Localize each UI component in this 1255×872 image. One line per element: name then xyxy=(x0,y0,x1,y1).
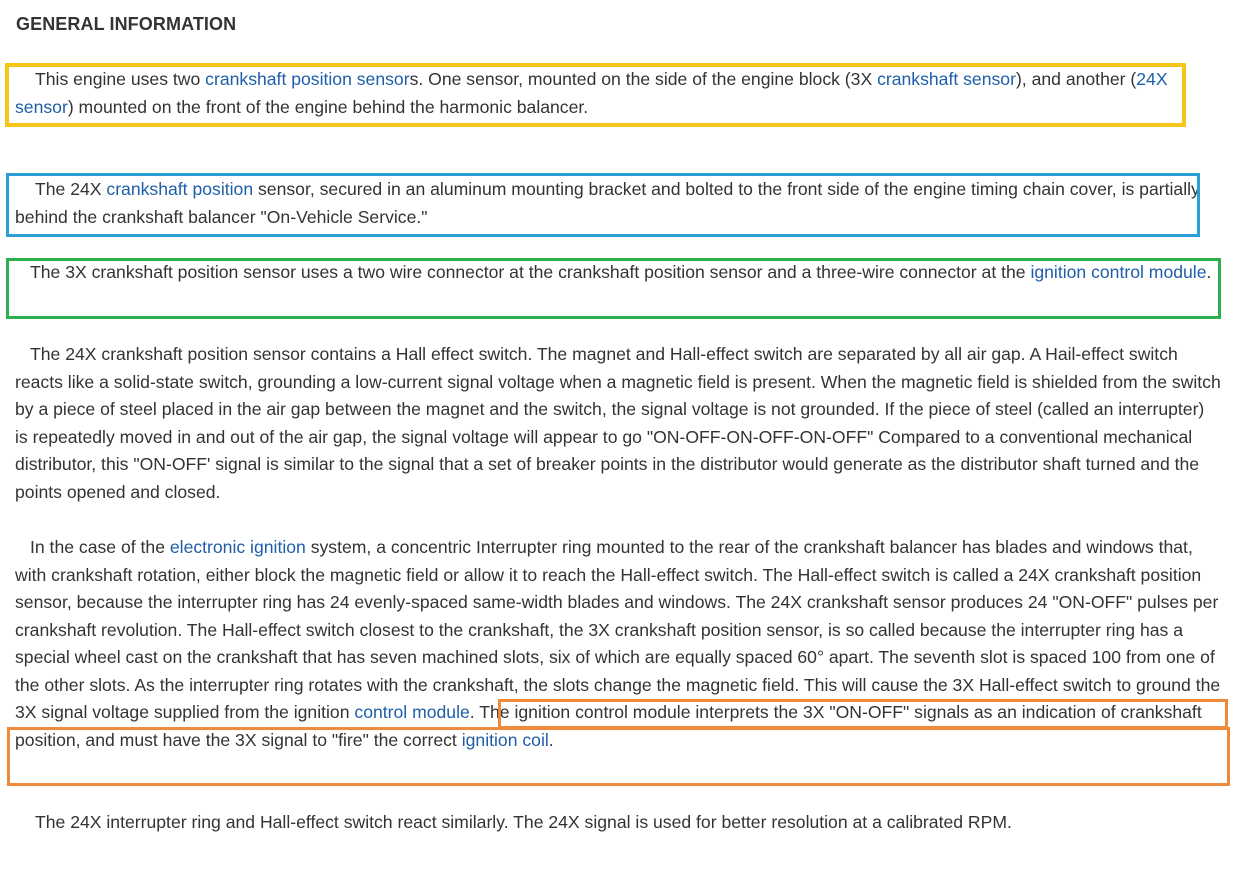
text: The 3X crankshaft position sensor uses a two wire connector at the crankshaft position sensor and a three-wire connector at the xyxy=(30,262,1031,282)
paragraph-sensors-overview xyxy=(15,66,1221,121)
link-ignition-coil[interactable]: ignition coil xyxy=(461,729,549,750)
page-title: GENERAL INFORMATION xyxy=(16,14,237,34)
text: This engine uses two xyxy=(35,69,206,89)
text: This will cause the 3X Hall-effect switch to ground the 3X signal voltage supplied from the ignition xyxy=(15,674,1221,722)
link-electronic-ignition[interactable]: electronic ignition xyxy=(169,537,306,557)
text: . The ignition control module interprets the 3X "ON-OFF" signals as an indication of crankshaft position, and must have the 3X signal to "fire" the correct xyxy=(15,702,1202,750)
link-crankshaft-position[interactable]: crankshaft position xyxy=(106,179,254,199)
paragraph-electronic-ignition xyxy=(15,534,1221,754)
link-crankshaft-sensor[interactable]: crankshaft sensor xyxy=(877,69,1016,89)
text: ), and another ( xyxy=(1015,69,1137,89)
paragraph-3x-connector xyxy=(15,259,1221,287)
text: system, a concentric Interrupter ring mounted to the rear of the crankshaft balancer has blades and windows that, with crankshaft rotation, either block the magnetic field or allow it to reach the Hall-effect switch. The Hall-effect switch is called a 24X crankshaft position sensor, because the interrupter ring has 24 evenly-spaced same-width blades and windows. The 24X crankshaft sensor produces 24 "ON-OFF" pulses per crankshaft revolution. The Hall-effect switch closest to the crankshaft, the 3X crankshaft position sensor, is so called because the interrupter ring has a special wheel cast on the crankshaft that has seven machined slots, six of which are equally spaced 60° apart. The seventh slot is spaced 100 from one of the other slots. As the interrupter ring rotates with the crankshaft, the slots change the magnetic field. xyxy=(15,537,1219,695)
paragraph-24x-interrupter-ring xyxy=(15,809,1221,837)
text: The 24X crankshaft position sensor contains a Hall effect switch. The magnet and Hall-effect switch are separated by all air gap. A Hail-effect switch reacts like a solid-state switch, grounding a low-current signal voltage when a magnetic field is present. When the magnetic field is shielded from the switch by a piece of steel placed in the air gap between the magnet and the switch, the signal voltage is not grounded. If the piece of steel (called an interrupter) is repeatedly moved in and out of the air gap, the signal voltage will appear to go "ON-OFF-ON-OFF-ON-OFF" Compared to a conventional mechanical distributor, this "ON-OFF' signal is similar to the signal that a set of breaker points in the distributor would generate as the distributor shaft turned and the points opened and closed. xyxy=(15,344,1221,502)
link-control-module[interactable]: control module xyxy=(354,702,470,722)
paragraph-hall-effect-switch xyxy=(15,341,1221,506)
text: . xyxy=(1206,262,1212,282)
text: . xyxy=(548,729,554,750)
text: In the case of the xyxy=(30,537,170,557)
text: The 24X xyxy=(35,179,107,199)
link-24x-sensor[interactable]: 24X sensor xyxy=(15,69,1168,117)
text: The 24X interrupter ring and Hall-effect switch react similarly. The 24X signal is used for better resolution at a calibrated RPM. xyxy=(35,812,1012,832)
paragraph-24x-sensor-mounting xyxy=(15,176,1221,231)
text: s. One sensor, mounted on the side of the engine block (3X xyxy=(409,69,878,89)
text: ) mounted on the front of the engine behind the harmonic balancer. xyxy=(67,96,589,117)
link-crankshaft-position-sensor[interactable]: crankshaft position sensor xyxy=(205,69,410,89)
text: sensor, secured in an aluminum mounting bracket and bolted to the front side of the engine timing chain cover, is partially behind the crankshaft balancer "On-Vehicle Service." xyxy=(15,179,1200,227)
link-ignition-control-module[interactable]: ignition control module xyxy=(1030,262,1207,282)
